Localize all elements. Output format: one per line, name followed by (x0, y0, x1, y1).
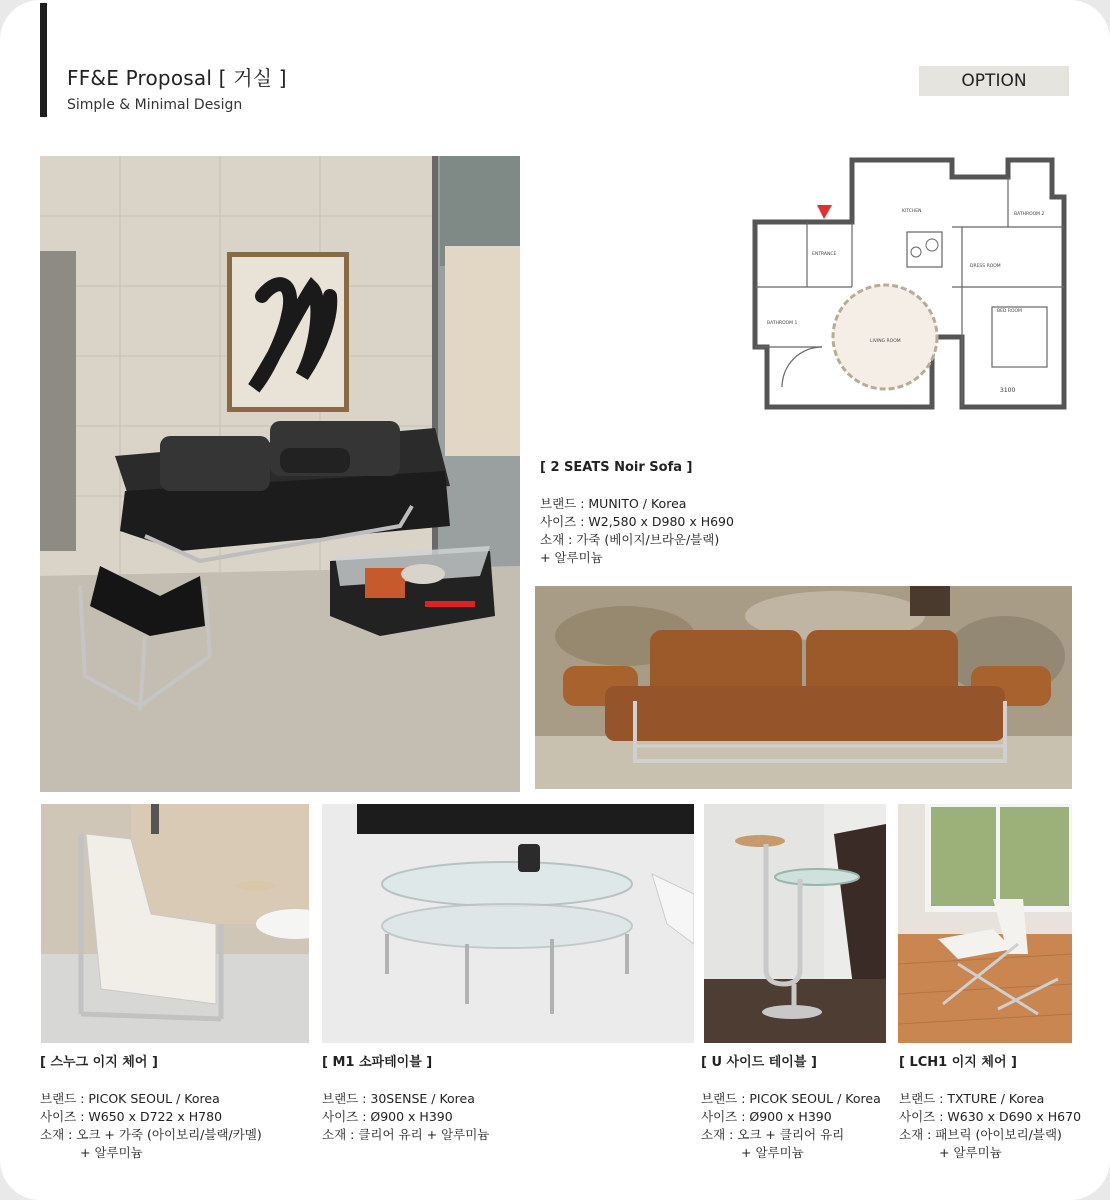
product-spec-material-extra: + 알루미늄 (741, 1145, 804, 1160)
product-spec-size: 사이즈 : Ø900 x H390 (322, 1109, 453, 1124)
sofa-spec-brand: 브랜드 : MUNITO / Korea (540, 496, 687, 511)
product-spec-size: 사이즈 : W630 x D690 x H670 (899, 1109, 1082, 1124)
product-spec-lch1-chair (899, 1054, 1081, 1162)
sofa-spec-block (540, 459, 734, 567)
snug-easy-chair-photo (41, 804, 309, 1043)
sofa-spec-heading: [ 2 SEATS Noir Sofa ] (540, 460, 693, 475)
product-spec-brand: 브랜드 : 30SENSE / Korea (322, 1091, 475, 1106)
sofa-spec-size: 사이즈 : W2,580 x D980 x H690 (540, 514, 734, 529)
svg-text:3100: 3100 (1000, 387, 1016, 394)
m1-sofa-table-photo (322, 804, 694, 1043)
living-room-photo (40, 156, 520, 792)
product-spec-material: 소재 : 클리어 유리 + 알루미늄 (322, 1127, 490, 1142)
product-spec-size: 사이즈 : W650 x D722 x H780 (40, 1109, 223, 1124)
u-side-table-photo (704, 804, 886, 1043)
product-spec-heading: [ M1 소파테이블 ] (322, 1055, 433, 1070)
product-spec-brand: 브랜드 : TXTURE / Korea (899, 1091, 1045, 1106)
svg-text:BATHROOM 2: BATHROOM 2 (1014, 212, 1045, 217)
product-spec-brand: 브랜드 : PICOK SEOUL / Korea (701, 1091, 881, 1106)
product-spec-size: 사이즈 : Ø900 x H390 (701, 1109, 832, 1124)
svg-text:LIVING ROOM: LIVING ROOM (870, 339, 901, 344)
product-spec-material: 소재 : 패브릭 (아이보리/블랙) (899, 1127, 1062, 1142)
page-title: FF&E Proposal [ 거실 ] (67, 66, 287, 90)
product-spec-material: 소재 : 오크 + 가죽 (아이보리/블랙/카멜) (40, 1127, 262, 1142)
product-spec-m1-table (322, 1054, 489, 1144)
product-spec-snug-chair (40, 1054, 262, 1162)
svg-text:ENTRANCE: ENTRANCE (812, 252, 837, 257)
floor-plan (752, 157, 1068, 413)
svg-text:BATHROOM 1: BATHROOM 1 (767, 321, 798, 326)
product-spec-material: 소재 : 오크 + 클리어 유리 (701, 1127, 845, 1142)
product-spec-material-extra: + 알루미늄 (939, 1145, 1002, 1160)
product-spec-heading: [ U 사이드 테이블 ] (701, 1055, 817, 1070)
lch1-easy-chair-photo (898, 804, 1072, 1043)
product-spec-material-extra: + 알루미늄 (80, 1145, 143, 1160)
svg-text:DRESS ROOM: DRESS ROOM (970, 264, 1001, 269)
option-badge: OPTION (919, 66, 1069, 96)
sofa-spec-material: 소재 : 가죽 (베이지/브라운/블랙) (540, 532, 720, 547)
product-spec-u-side-table (701, 1054, 881, 1162)
product-spec-heading: [ 스누그 이지 체어 ] (40, 1055, 158, 1070)
sofa-spec-material-extra: + 알루미늄 (540, 550, 603, 565)
header-accent-bar (40, 3, 47, 117)
sofa-photo (535, 586, 1072, 789)
page-subtitle: Simple & Minimal Design (67, 97, 243, 113)
svg-text:KITCHEN: KITCHEN (902, 209, 922, 214)
svg-text:BED ROOM: BED ROOM (997, 309, 1022, 314)
product-spec-brand: 브랜드 : PICOK SEOUL / Korea (40, 1091, 220, 1106)
product-spec-heading: [ LCH1 이지 체어 ] (899, 1055, 1017, 1070)
